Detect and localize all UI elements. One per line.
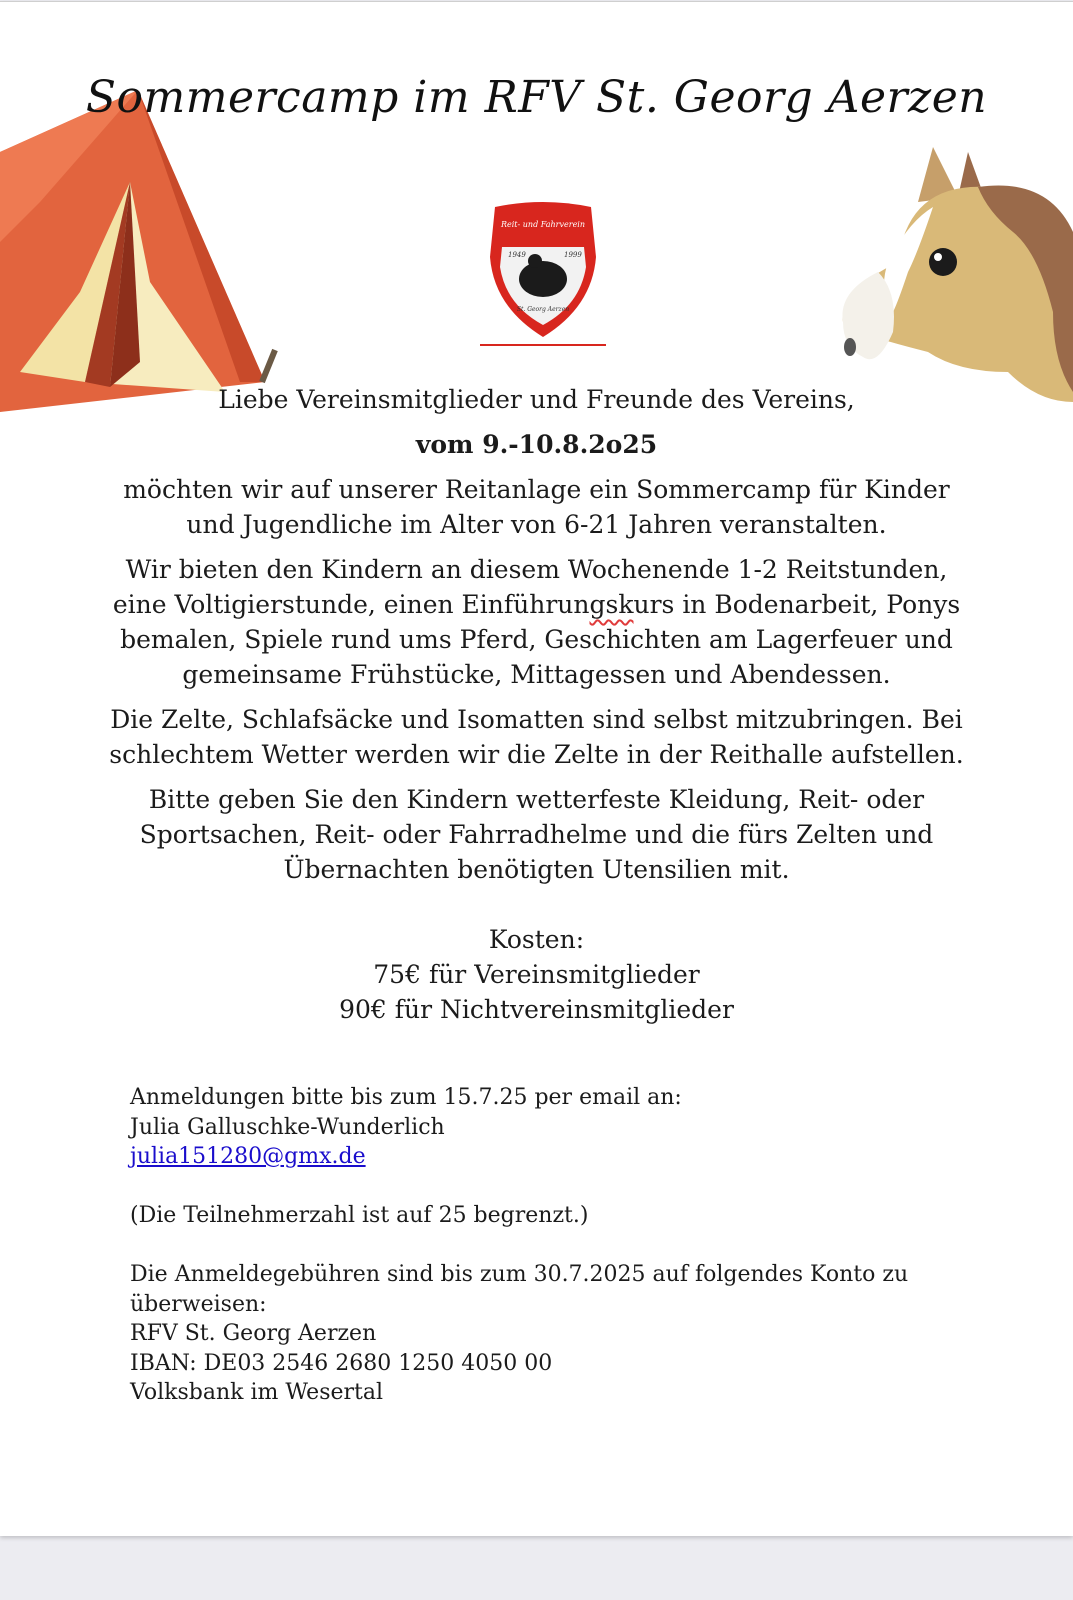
club-logo: [480, 197, 606, 347]
equipment-line: Die Zelte, Schlafsäcke und Isomatten sind selbst mitzubringen. Bei: [110, 705, 963, 734]
participant-limit: (Die Teilnehmerzahl ist auf 25 begrenzt.): [130, 1203, 589, 1228]
offer-line: bemalen, Spiele rund ums Pferd, Geschichten am Lagerfeuer und: [120, 625, 953, 654]
payment-line: Die Anmeldegebühren sind bis zum 30.7.2025 auf folgendes Konto zu: [130, 1262, 909, 1287]
costs-section: [100, 922, 973, 1037]
offer-line: gemeinsame Frühstücke, Mittagessen und Abendessen.: [182, 660, 891, 689]
clothing-line: Sportsachen, Reit- oder Fahrradhelme und die fürs Zelten und: [139, 820, 934, 849]
equipment-line: schlechtem Wetter werden wir die Zelte in der Reithalle aufstellen.: [109, 740, 964, 769]
intro-line: möchten wir auf unserer Reitanlage ein Sommercamp für Kinder: [123, 475, 950, 504]
registration-section: [130, 1083, 930, 1408]
bank-name: Volksbank im Wesertal: [130, 1380, 384, 1405]
horse-head-icon: [838, 142, 1073, 412]
account-name: RFV St. Georg Aerzen: [130, 1321, 377, 1346]
tent-icon: [0, 82, 290, 412]
costs-label: Kosten:: [488, 925, 585, 954]
svg-text:St. Georg Aerzen: St. Georg Aerzen: [516, 306, 570, 313]
iban: IBAN: DE03 2546 2680 1250 4050 00: [130, 1350, 553, 1376]
svg-text:1999: 1999: [564, 251, 582, 259]
contact-name: Julia Galluschke-Wunderlich: [130, 1114, 445, 1140]
intro-line: und Jugendliche im Alter von 6-21 Jahren veranstalten.: [186, 510, 887, 539]
payment-line: überweisen:: [130, 1291, 267, 1317]
svg-text:Reit- und Fahrverein: Reit- und Fahrverein: [500, 220, 586, 229]
clothing-text: [100, 782, 973, 887]
page-title: Sommercamp im RFV St. Georg Aerzen: [85, 72, 988, 123]
intro-text: [100, 472, 973, 542]
offer-line: Wir bieten den Kindern an diesem Wochenende 1-2 Reitstunden,: [125, 555, 948, 584]
email-link[interactable]: julia151280@gmx.de: [130, 1144, 366, 1169]
greeting: Liebe Vereinsmitglieder und Freunde des Vereins,: [218, 385, 855, 414]
offer-line: urs in Bodenarbeit, Ponys: [633, 590, 961, 619]
equipment-text: [100, 702, 973, 772]
event-date: vom 9.-10.8.2o25: [415, 430, 658, 459]
offer-line: eine Voltigierstunde, einen Einführun: [112, 590, 590, 619]
costs-text: [100, 922, 973, 1027]
document-page: [0, 1, 1073, 1536]
offer-text: [100, 552, 973, 692]
intro-section: [100, 382, 973, 897]
registration-deadline: Anmeldungen bitte bis zum 15.7.25 per email an:: [130, 1085, 682, 1110]
svg-text:1949: 1949: [508, 251, 526, 259]
clothing-line: Übernachten benötigten Utensilien mit.: [283, 855, 790, 884]
spellcheck-underline[interactable]: gsk: [589, 590, 634, 619]
cost-non-members: 90€ für Nichtvereinsmitglieder: [339, 995, 734, 1024]
cost-members: 75€ für Vereinsmitglieder: [373, 960, 700, 989]
clothing-line: Bitte geben Sie den Kindern wetterfeste Kleidung, Reit- oder: [148, 785, 925, 814]
